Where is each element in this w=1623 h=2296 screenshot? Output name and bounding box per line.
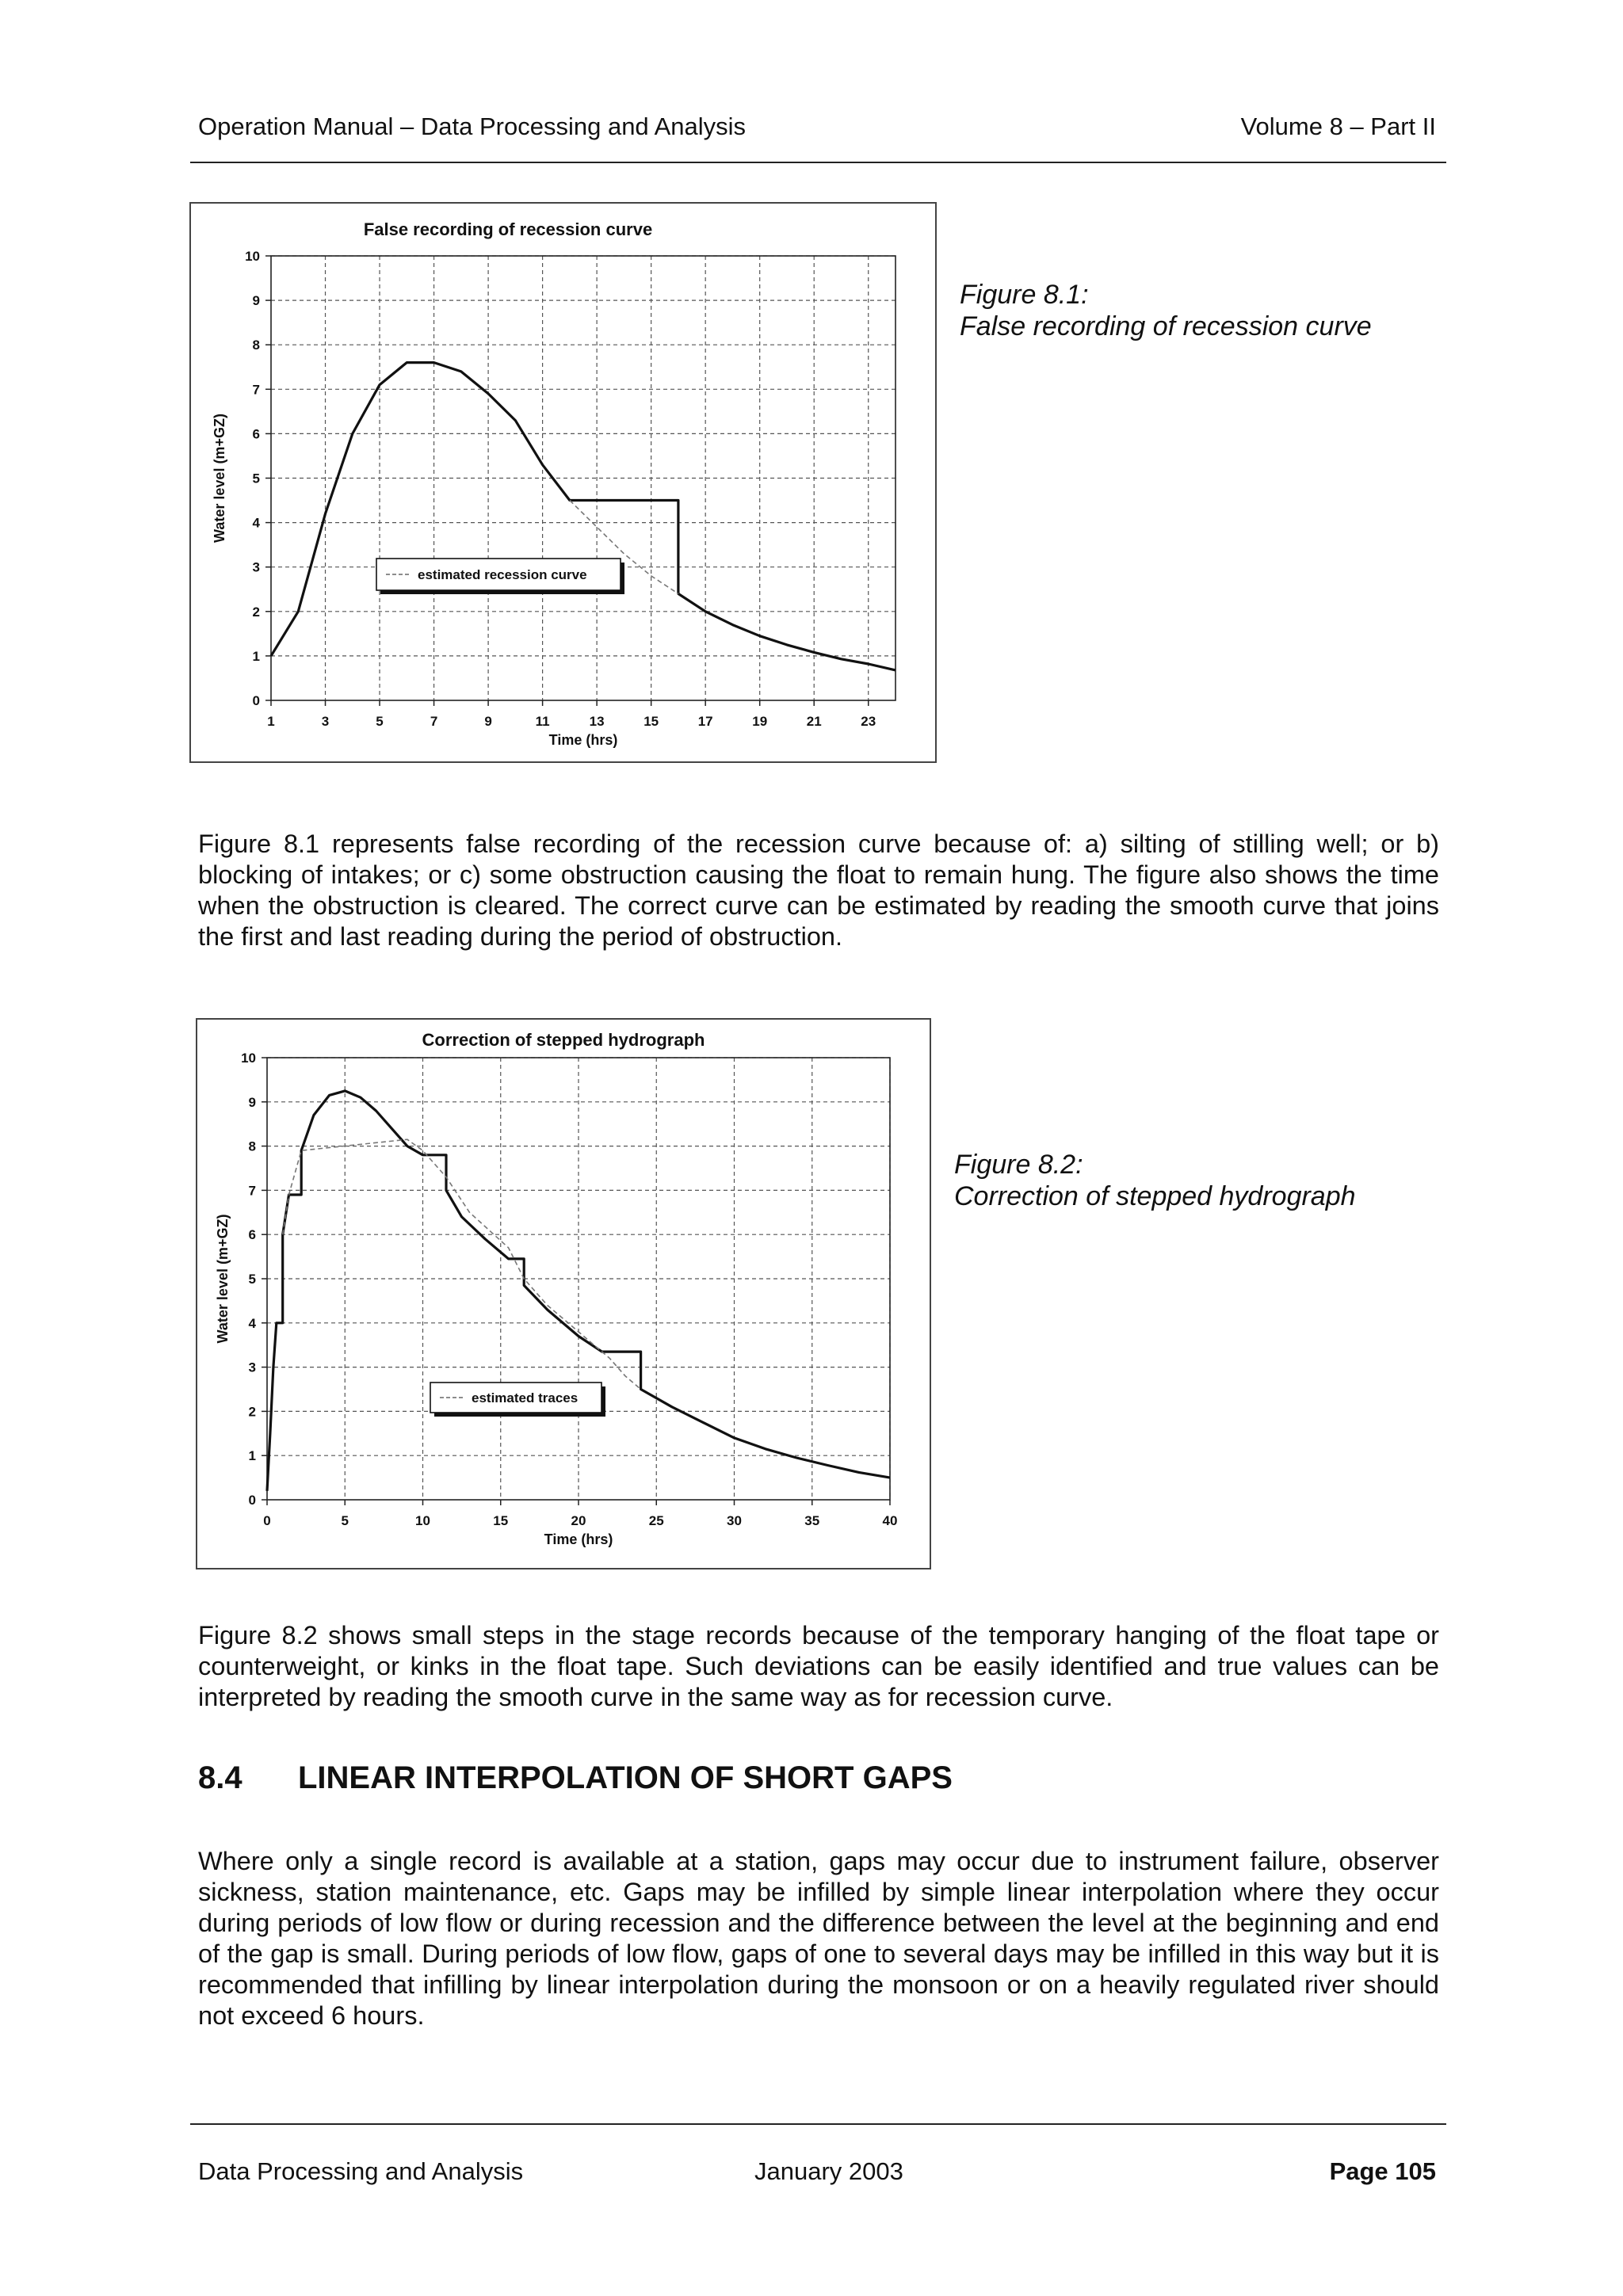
figure-2-caption (954, 1149, 1356, 1212)
chart-title: False recording of recession curve (363, 219, 653, 239)
x-tick-label: 7 (430, 714, 438, 729)
x-tick-label: 35 (804, 1513, 820, 1528)
footer-left: Data Processing and Analysis (198, 2157, 524, 2185)
y-tick-label: 1 (252, 648, 260, 664)
legend-label: estimated traces (472, 1390, 579, 1405)
y-tick-label: 10 (241, 1051, 256, 1066)
x-axis-label: Time (hrs) (548, 732, 618, 748)
figure-1-frame (189, 202, 937, 763)
x-tick-label: 25 (648, 1513, 664, 1528)
y-tick-label: 3 (248, 1360, 256, 1375)
chart-title: Correction of stepped hydrograph (422, 1030, 705, 1050)
figure-2-caption-label: Figure 8.2: (954, 1150, 1083, 1180)
figure-1-caption-title: False recording of recession curve (960, 311, 1372, 341)
figure-2-caption-title: Correction of stepped hydrograph (954, 1181, 1356, 1211)
x-tick-label: 17 (697, 714, 713, 729)
y-tick-label: 10 (245, 249, 260, 264)
y-tick-label: 5 (252, 471, 260, 486)
figure-1-caption (960, 279, 1372, 342)
x-tick-label: 9 (484, 714, 492, 729)
x-tick-label: 30 (727, 1513, 742, 1528)
x-tick-label: 20 (571, 1513, 586, 1528)
x-tick-label: 11 (535, 714, 550, 729)
paragraph-figure-8-1: Figure 8.1 represents false recording of the recession curve because of: a) silting of stilling well; or b) blocking of intakes; or c) some obstruction causing the float to remain hung. The figure also shows the time when the obstruction is cleared. The correct curve can be estimated by reading the smooth curve that joins the first and last reading during the period of obstruction. (198, 830, 1439, 951)
x-tick-label: 40 (882, 1513, 898, 1528)
y-axis-label: Water level (m+GZ) (215, 1214, 231, 1344)
x-tick-label: 5 (341, 1513, 349, 1528)
section-number: 8.4 (198, 1760, 242, 1795)
x-tick-label: 15 (493, 1513, 509, 1528)
y-tick-label: 8 (248, 1138, 256, 1154)
figure-1-chart (191, 204, 935, 761)
series-estimated-line (283, 1139, 641, 1389)
x-tick-label: 23 (861, 714, 876, 729)
y-tick-label: 0 (252, 693, 260, 708)
x-tick-label: 0 (263, 1513, 271, 1528)
figure-2-frame (196, 1018, 931, 1569)
header-rule (190, 162, 1446, 163)
x-tick-label: 15 (643, 714, 659, 729)
x-tick-label: 19 (752, 714, 768, 729)
y-tick-label: 4 (252, 515, 260, 531)
header-right: Volume 8 – Part II (1240, 113, 1436, 140)
y-tick-label: 8 (252, 338, 260, 353)
header-left: Operation Manual – Data Processing and Analysis (198, 113, 747, 140)
figure-2-chart (197, 1020, 930, 1568)
x-tick-label: 5 (376, 714, 384, 729)
y-tick-label: 9 (252, 293, 260, 309)
legend (376, 559, 624, 594)
y-tick-label: 7 (248, 1183, 256, 1199)
section-heading (198, 1760, 953, 1796)
y-tick-label: 9 (248, 1094, 256, 1110)
y-tick-label: 6 (248, 1227, 256, 1243)
x-tick-label: 3 (321, 714, 330, 729)
x-tick-label: 13 (589, 714, 605, 729)
y-tick-label: 0 (248, 1493, 256, 1508)
x-axis-label: Time (hrs) (544, 1531, 613, 1547)
y-tick-label: 6 (252, 426, 260, 442)
x-tick-label: 1 (267, 714, 275, 729)
x-tick-label: 10 (415, 1513, 430, 1528)
paragraph-figure-8-2: Figure 8.2 shows small steps in the stage records because of the temporary hanging of the float tape or counterweight, or kinks in the float tape. Such deviations can be easily identified and true values can be interpreted by reading the smooth curve in the same way as for recession curve. (198, 1621, 1439, 1711)
y-tick-label: 4 (248, 1315, 256, 1331)
footer-center: January 2003 (754, 2157, 903, 2185)
y-tick-label: 2 (252, 604, 260, 620)
y-tick-label: 2 (248, 1404, 256, 1420)
y-tick-label: 5 (248, 1272, 256, 1287)
paragraph-linear-interpolation: Where only a single record is available at a station, gaps may occur due to instrument failure, observer sickness, station maintenance, etc. Gaps may be infilled by simple linear interpolation where they occur during periods of low flow or during recession and the difference between the level at the beginning and end of the gap is small. During periods of low flow, gaps of one to several days may be infilled in this way but it is recommended that infilling by linear interpolation during the monsoon or on a heavily regulated river should not exceed 6 hours. (198, 1847, 1439, 2030)
legend-label: estimated recession curve (418, 567, 587, 582)
series-recorded-line (271, 363, 896, 670)
y-tick-label: 3 (252, 559, 260, 575)
figure-1-caption-label: Figure 8.1: (960, 280, 1089, 310)
y-tick-label: 7 (252, 382, 260, 398)
x-tick-label: 21 (806, 714, 822, 729)
footer-rule (190, 2123, 1446, 2125)
section-title: LINEAR INTERPOLATION OF SHORT GAPS (298, 1760, 953, 1795)
y-tick-label: 1 (248, 1448, 256, 1464)
y-axis-label: Water level (m+GZ) (212, 414, 227, 543)
legend (430, 1383, 605, 1417)
footer-page-number: Page 105 (1329, 2157, 1436, 2185)
